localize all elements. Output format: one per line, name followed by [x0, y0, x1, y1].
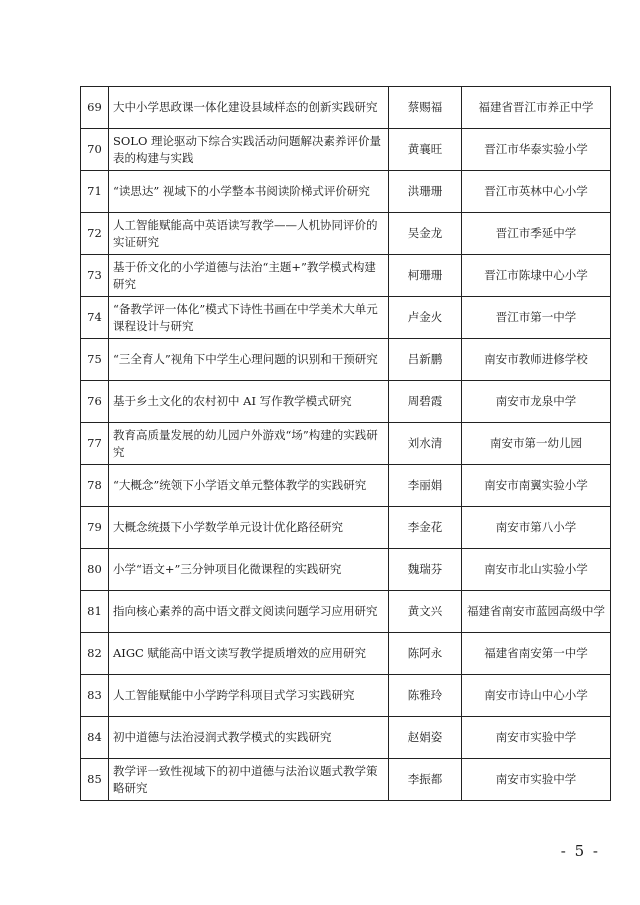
project-leader: 赵娟姿: [389, 717, 462, 759]
project-title: SOLO 理论驱动下综合实践活动问题解决素养评价量表的构建与实践: [109, 129, 389, 171]
school-name: 南安市龙泉中学: [462, 381, 611, 423]
project-leader: 李金花: [389, 507, 462, 549]
project-title: AIGC 赋能高中语文读写教学提质增效的应用研究: [109, 633, 389, 675]
project-leader: 柯珊珊: [389, 255, 462, 297]
school-name: 晋江市季延中学: [462, 213, 611, 255]
project-leader: 洪珊珊: [389, 171, 462, 213]
project-title: “备教学评一体化”模式下诗性书画在中学美术大单元课程设计与研究: [109, 297, 389, 339]
project-leader: 李振都: [389, 759, 462, 801]
table-row: [81, 423, 611, 465]
row-number: 70: [81, 129, 109, 171]
table-row: [81, 87, 611, 129]
project-leader: 黄文兴: [389, 591, 462, 633]
row-number: 82: [81, 633, 109, 675]
table-row: [81, 465, 611, 507]
project-leader: 刘水清: [389, 423, 462, 465]
project-title: 基于乡土文化的农村初中 AI 写作教学模式研究: [109, 381, 389, 423]
row-number: 84: [81, 717, 109, 759]
project-leader: 陈雅玲: [389, 675, 462, 717]
row-number: 75: [81, 339, 109, 381]
project-title: 人工智能赋能中小学跨学科项目式学习实践研究: [109, 675, 389, 717]
table-row: [81, 381, 611, 423]
project-leader: 吕新鹏: [389, 339, 462, 381]
project-title: “读思达” 视域下的小学整本书阅读阶梯式评价研究: [109, 171, 389, 213]
row-number: 80: [81, 549, 109, 591]
project-title: 小学“语文+”三分钟项目化微课程的实践研究: [109, 549, 389, 591]
table-row: [81, 549, 611, 591]
table-row: [81, 339, 611, 381]
project-title: 基于侨文化的小学道德与法治“主题+”教学模式构建研究: [109, 255, 389, 297]
school-name: 南安市实验中学: [462, 759, 611, 801]
table-row: [81, 717, 611, 759]
table-row: [81, 297, 611, 339]
school-name: 福建省南安第一中学: [462, 633, 611, 675]
row-number: 83: [81, 675, 109, 717]
school-name: 南安市北山实验小学: [462, 549, 611, 591]
school-name: 晋江市陈埭中心小学: [462, 255, 611, 297]
school-name: 晋江市华泰实验小学: [462, 129, 611, 171]
table-row: [81, 675, 611, 717]
project-title: “三全育人”视角下中学生心理问题的识别和干预研究: [109, 339, 389, 381]
project-table-body: [81, 87, 611, 801]
project-leader: 陈阿永: [389, 633, 462, 675]
project-title: 教育高质量发展的幼儿园户外游戏“场”构建的实践研究: [109, 423, 389, 465]
project-leader: 周碧霞: [389, 381, 462, 423]
table-row: [81, 255, 611, 297]
school-name: 福建省南安市蓝园高级中学: [462, 591, 611, 633]
school-name: 南安市教师进修学校: [462, 339, 611, 381]
project-title: “大概念”统领下小学语文单元整体教学的实践研究: [109, 465, 389, 507]
project-table: [80, 86, 611, 801]
row-number: 81: [81, 591, 109, 633]
project-leader: 魏瑞芬: [389, 549, 462, 591]
row-number: 76: [81, 381, 109, 423]
school-name: 晋江市第一中学: [462, 297, 611, 339]
table-row: [81, 129, 611, 171]
table-row: [81, 507, 611, 549]
project-leader: 李丽娟: [389, 465, 462, 507]
project-title: 初中道德与法治浸润式教学模式的实践研究: [109, 717, 389, 759]
table-row: [81, 171, 611, 213]
page-number: - 5 -: [560, 842, 600, 860]
project-title: 大中小学思政课一体化建设县域样态的创新实践研究: [109, 87, 389, 129]
row-number: 78: [81, 465, 109, 507]
row-number: 71: [81, 171, 109, 213]
project-leader: 黄襄旺: [389, 129, 462, 171]
school-name: 南安市第八小学: [462, 507, 611, 549]
row-number: 72: [81, 213, 109, 255]
row-number: 79: [81, 507, 109, 549]
school-name: 南安市南翼实验小学: [462, 465, 611, 507]
school-name: 福建省晋江市养正中学: [462, 87, 611, 129]
row-number: 73: [81, 255, 109, 297]
row-number: 74: [81, 297, 109, 339]
project-leader: 吴金龙: [389, 213, 462, 255]
table-row: [81, 633, 611, 675]
project-leader: 蔡赐福: [389, 87, 462, 129]
row-number: 69: [81, 87, 109, 129]
school-name: 南安市第一幼儿园: [462, 423, 611, 465]
row-number: 77: [81, 423, 109, 465]
project-title: 大概念统摄下小学数学单元设计优化路径研究: [109, 507, 389, 549]
school-name: 南安市实验中学: [462, 717, 611, 759]
row-number: 85: [81, 759, 109, 801]
table-row: [81, 759, 611, 801]
table-row: [81, 591, 611, 633]
project-leader: 卢金火: [389, 297, 462, 339]
table-row: [81, 213, 611, 255]
project-title: 指向核心素养的高中语文群文阅读问题学习应用研究: [109, 591, 389, 633]
school-name: 南安市诗山中心小学: [462, 675, 611, 717]
project-title: 教学评一致性视域下的初中道德与法治议题式教学策略研究: [109, 759, 389, 801]
project-title: 人工智能赋能高中英语读写教学——人机协同评价的实证研究: [109, 213, 389, 255]
school-name: 晋江市英林中心小学: [462, 171, 611, 213]
